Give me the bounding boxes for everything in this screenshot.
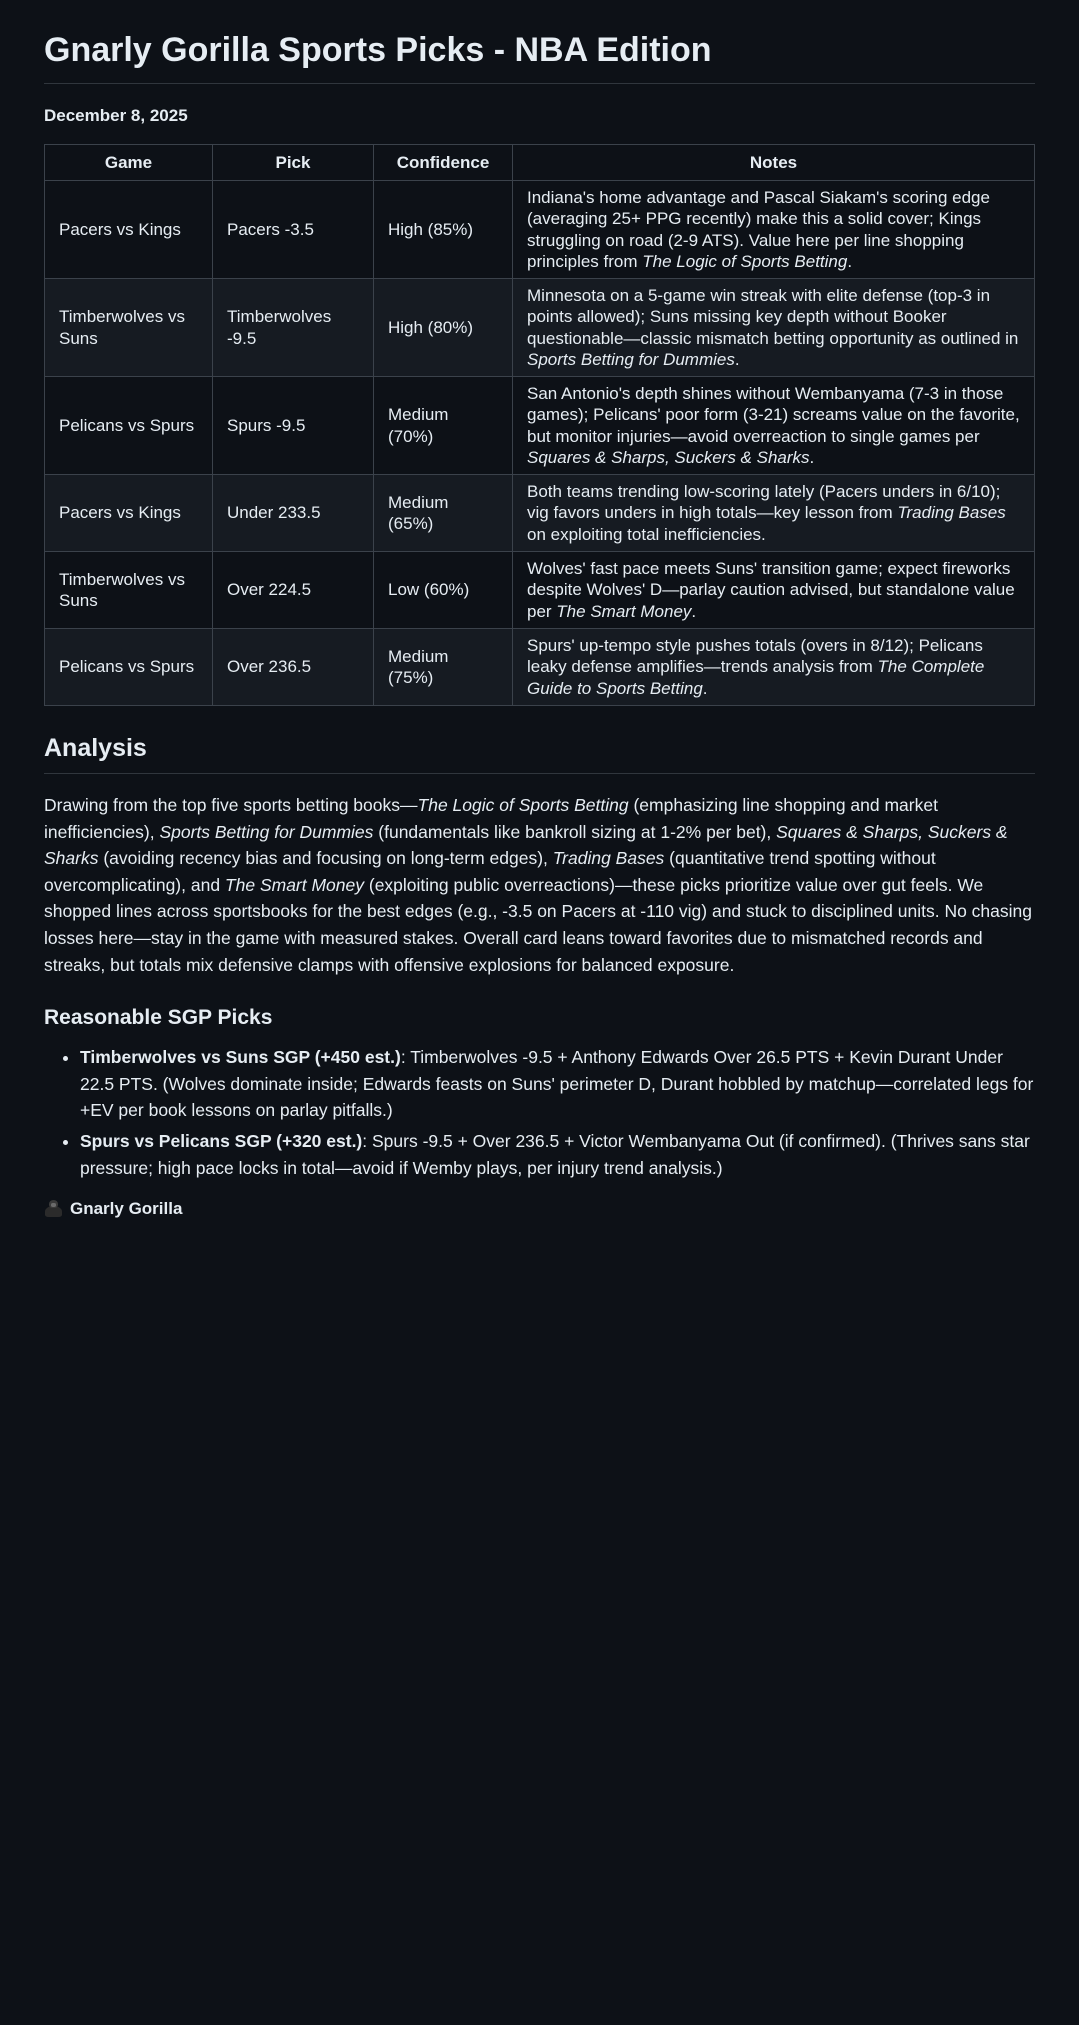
cell-pick: Timberwolves -9.5 (213, 279, 374, 377)
notes-book-title: Squares & Sharps, Suckers & Sharks (527, 447, 810, 467)
column-header-game: Game (45, 144, 213, 180)
page-title: Gnarly Gorilla Sports Picks - NBA Edition (44, 30, 1035, 84)
notes-book-title: Sports Betting for Dummies (527, 349, 735, 369)
cell-notes (513, 552, 1035, 629)
column-header-notes: Notes (513, 144, 1035, 180)
cell-game: Timberwolves vs Suns (45, 279, 213, 377)
table-row (45, 181, 1035, 279)
gorilla-icon (44, 1199, 64, 1219)
sgp-title: Timberwolves vs Suns SGP (+450 est.) (80, 1047, 401, 1068)
book-title: Trading Bases (552, 848, 665, 869)
cell-pick: Pacers -3.5 (213, 181, 374, 279)
notes-text: Wolves' fast pace meets Suns' transition game; expect fireworks despite Wolves' D—parlay caution advised, but standalone value per (527, 559, 1015, 621)
cell-confidence: Low (60%) (374, 552, 513, 629)
notes-text: Spurs' up-tempo style pushes totals (overs in 8/12); Pelicans leaky defense amplifies—trends analysis from (527, 636, 983, 677)
sgp-title: Spurs vs Pelicans SGP (+320 est.) (80, 1130, 363, 1151)
notes-text-end: . (847, 251, 853, 271)
notes-book-title: Trading Bases (897, 503, 1006, 523)
cell-confidence: Medium (65%) (374, 475, 513, 552)
cell-pick: Over 236.5 (213, 629, 374, 706)
notes-book-title: The Logic of Sports Betting (642, 251, 848, 271)
analysis-text: (avoiding recency bias and focusing on long-term edges), (98, 848, 553, 869)
cell-notes (513, 377, 1035, 475)
book-title: Squares & Sharps, Suckers & Sharks (44, 821, 1008, 869)
list-item (80, 1128, 1035, 1181)
notes-book-title: The Complete Guide to Sports Betting (527, 657, 985, 698)
notes-text-end: on exploiting total inefficiencies. (527, 524, 766, 544)
cell-confidence: Medium (75%) (374, 629, 513, 706)
book-title: The Smart Money (224, 874, 364, 895)
table-row (45, 279, 1035, 377)
analysis-text: (emphasizing line shopping and market inefficiencies), (44, 795, 938, 842)
post-date: December 8, 2025 (44, 105, 188, 125)
cell-pick: Under 233.5 (213, 475, 374, 552)
sgp-description: : Spurs -9.5 + Over 236.5 + Victor Wembanyama Out (if confirmed). (Thrives sans star pressure; high pace locks in total—avoid if Wemby plays, per injury trend analysis.) (80, 1130, 1030, 1178)
cell-pick: Spurs -9.5 (213, 377, 374, 475)
notes-text: San Antonio's depth shines without Wembanyama (7-3 in those games); Pelicans' poor form (3-21) screams value on the favorite, but monitor injuries—avoid overreaction to single games per (527, 384, 1020, 446)
sgp-list (44, 1044, 1035, 1181)
notes-text: Minnesota on a 5-game win streak with elite defense (top-3 in points allowed); Suns missing key depth without Booker questionable—classic mismatch betting opportunity as outlined in (527, 286, 1019, 348)
book-title: The Logic of Sports Betting (417, 795, 629, 816)
book-title: Sports Betting for Dummies (159, 821, 374, 842)
cell-confidence: Medium (70%) (374, 377, 513, 475)
cell-game: Timberwolves vs Suns (45, 552, 213, 629)
analysis-text: Drawing from the top five sports betting books— (44, 795, 418, 816)
analysis-text: (fundamentals like bankroll sizing at 1-2% per bet), (373, 821, 777, 842)
column-header-pick: Pick (213, 144, 374, 180)
cell-notes (513, 279, 1035, 377)
cell-notes (513, 475, 1035, 552)
column-header-confidence: Confidence (374, 144, 513, 180)
sgp-heading: Reasonable SGP Picks (44, 1006, 273, 1030)
sgp-description: : Timberwolves -9.5 + Anthony Edwards Over 26.5 PTS + Kevin Durant Under 22.5 PTS. (Wolves dominate inside; Edwards feasts on Suns' perimeter D, Durant hobbled by matchup—correlated legs for +EV per book lessons on parlay pitfalls.) (80, 1047, 1034, 1121)
notes-text: Both teams trending low-scoring lately (Pacers unders in 6/10); vig favors unders in high totals—key lesson from (527, 482, 1001, 523)
signature-name: Gnarly Gorilla (70, 1199, 183, 1219)
analysis-heading: Analysis (44, 734, 1035, 774)
table-header-row (45, 144, 1035, 180)
cell-pick: Over 224.5 (213, 552, 374, 629)
analysis-text: (quantitative trend spotting without overcomplicating), and (44, 848, 936, 895)
picks-table (44, 144, 1035, 706)
notes-book-title: The Smart Money (556, 601, 692, 621)
table-row (45, 377, 1035, 475)
cell-game: Pacers vs Kings (45, 475, 213, 552)
notes-text: Indiana's home advantage and Pascal Siakam's scoring edge (averaging 25+ PPG recently) make this a solid cover; Kings struggling on road (2-9 ATS). Value here per line shopping principles from (527, 188, 990, 271)
cell-game: Pelicans vs Spurs (45, 377, 213, 475)
cell-game: Pelicans vs Spurs (45, 629, 213, 706)
table-row (45, 629, 1035, 706)
signature (44, 1199, 1035, 1219)
analysis-text: (exploiting public overreactions)—these picks prioritize value over gut feels. We shopped lines across sportsbooks for the best edges (e.g., -3.5 on Pacers at -110 vig) and stuck to disciplined units. No chasing losses here—stay in the game with measured stakes. Overall card leans toward favorites due to mismatched records and streaks, but totals mix defensive clamps with offensive explosions for balanced exposure. (44, 874, 1032, 975)
cell-confidence: High (80%) (374, 279, 513, 377)
cell-notes (513, 181, 1035, 279)
notes-text-end: . (702, 678, 708, 698)
list-item (80, 1044, 1035, 1124)
notes-text-end: . (691, 601, 697, 621)
table-row (45, 552, 1035, 629)
analysis-paragraph (44, 792, 1035, 978)
notes-text-end: . (809, 447, 815, 467)
table-row (45, 475, 1035, 552)
cell-game: Pacers vs Kings (45, 181, 213, 279)
cell-confidence: High (85%) (374, 181, 513, 279)
cell-notes (513, 629, 1035, 706)
notes-text-end: . (734, 349, 740, 369)
